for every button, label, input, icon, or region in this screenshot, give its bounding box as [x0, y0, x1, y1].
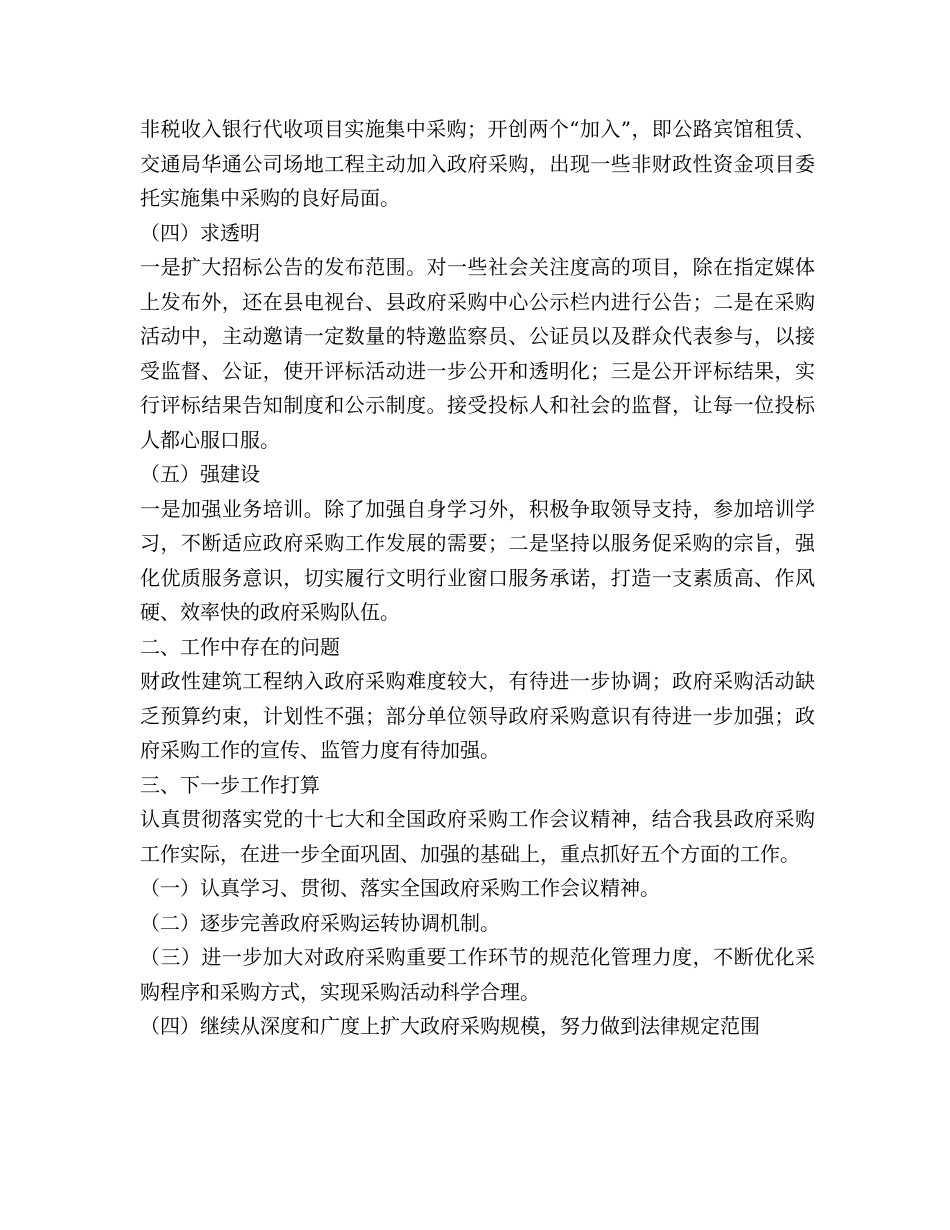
- section-heading-next-steps: 三、下一步工作打算: [140, 772, 320, 797]
- section-heading-construction: （五）强建设: [140, 462, 260, 486]
- paragraph-problems: 财政性建筑工程纳入政府采购难度较大，有待进一步协调；政府采购活动缺乏预算约束，计划性不强；部分单位领导政府采购意识有待进一步加强；政府采购工作的宣传、监管力度有待加强。: [140, 669, 815, 762]
- list-item-4: （四）继续从深度和广度上扩大政府采购规模，努力做到法律规定范围: [140, 1014, 760, 1038]
- paragraph-construction: 一是加强业务培训。除了加强自身学习外，积极争取领导支持，参加培训学习，不断适应政府采购工作发展的需要；二是坚持以服务促采购的宗旨，强化优质服务意识，切实履行文明行业窗口服务承诺，打造一支素质高、作风硬、效率快的政府采购队伍。: [140, 496, 815, 624]
- section-heading-transparency: （四）求透明: [140, 220, 260, 245]
- list-item-3: （三）进一步加大对政府采购重要工作环节的规范化管理力度，不断优化采购程序和采购方式，实现采购活动科学合理。: [140, 945, 815, 1004]
- paragraph-transparency: 一是扩大招标公告的发布范围。对一些社会关注度高的项目，除在指定媒体上发布外，还在县电视台、县政府采购中心公示栏内进行公告；二是在采购活动中，主动邀请一定数量的特邀监察员、公证员以及群众代表参与，以接受监督、公证，使开评标活动进一步公开和透明化；三是公开评标结果，实行评标结果告知制度和公示制度。接受投标人和社会的监督，让每一位投标人都心服口服。: [140, 255, 815, 452]
- list-item-1: （一）认真学习、贯彻、落实全国政府采购工作会议精神。: [140, 876, 660, 900]
- section-heading-problems: 二、工作中存在的问题: [140, 634, 340, 659]
- paragraph-next-steps: 认真贯彻落实党的十七大和全国政府采购工作会议精神，结合我县政府采购工作实际，在进一步全面巩固、加强的基础上，重点抓好五个方面的工作。: [140, 807, 815, 866]
- paragraph-nontax-procurement: 非税收入银行代收项目实施集中采购；开创两个“加入”，即公路宾馆租赁、交通局华通公司场地工程主动加入政府采购，出现一些非财政性资金项目委托实施集中采购的良好局面。: [140, 117, 815, 210]
- document-body: [140, 112, 815, 1044]
- list-item-2: （二）逐步完善政府采购运转协调机制。: [140, 910, 500, 935]
